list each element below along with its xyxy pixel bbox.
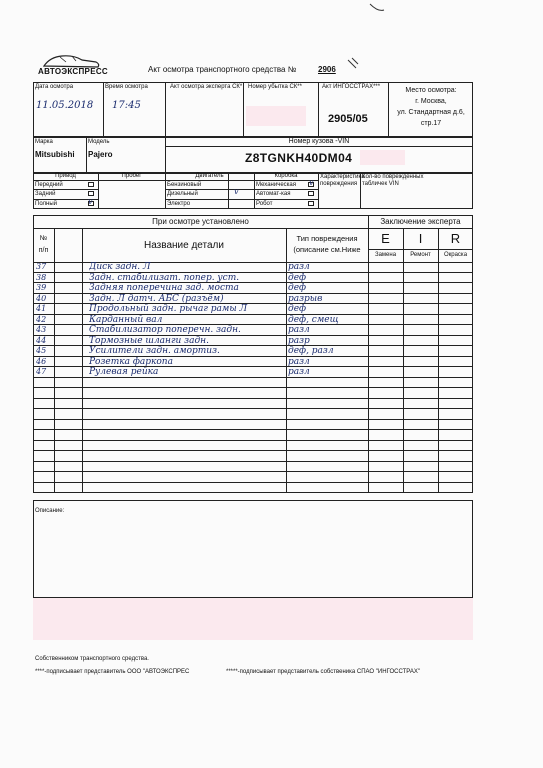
drive-option-rear: Задний	[35, 191, 56, 197]
engine-label: Двигатель	[195, 173, 224, 179]
row-damage-type: разл	[288, 325, 310, 335]
gearbox-manual-mark: v	[309, 178, 314, 187]
row-damage-type: разр	[288, 335, 310, 346]
place-value-street: ул. Стандартная д.6,	[397, 109, 465, 116]
row-damage-type: разл	[288, 367, 310, 377]
row-number: 37	[36, 262, 47, 271]
table-row	[33, 325, 473, 336]
engine-option-diesel: Дизельный	[167, 191, 198, 197]
col-e-label: E	[381, 231, 390, 246]
row-number: 42	[36, 314, 47, 324]
row-part-name: Тормозные шланги задн.	[89, 335, 209, 346]
col-paint-label: Окраска	[443, 252, 468, 258]
place-value-building: стр.17	[420, 120, 442, 127]
expert-act-label: Акт осмотра эксперта СК*	[170, 84, 243, 90]
loss-number-label: Номер убытка СК**	[248, 84, 302, 90]
row-number: 40	[36, 293, 47, 303]
model-label: Модель	[88, 139, 110, 145]
redacted-block	[33, 598, 473, 640]
engine-option-petrol: Бензиновый	[167, 182, 202, 188]
table-row	[33, 430, 473, 441]
company-logo	[36, 50, 106, 78]
row-number: 45	[36, 346, 47, 355]
col-repair-label: Ремонт	[410, 252, 431, 258]
col-r-label: R	[450, 231, 461, 246]
row-number: 41	[36, 304, 47, 313]
time-value: 17:45	[112, 100, 141, 111]
gearbox-robot-checkbox[interactable]	[308, 201, 314, 206]
row-part-name: Карданный вал	[89, 314, 163, 325]
owner-label: Собственником транспортного средства.	[35, 656, 149, 662]
logo-text: АВТОЭКСПРЕСС	[38, 67, 108, 76]
row-number: 38	[36, 272, 47, 282]
row-number: 47	[36, 367, 47, 376]
row-number: 44	[36, 335, 47, 345]
make-label: Марка	[35, 139, 53, 145]
damage-char-label: Характеристика	[320, 174, 365, 180]
engine-option-electric: Электро	[167, 201, 191, 207]
time-label: Время осмотра	[105, 84, 148, 90]
row-part-name: Рулевая рейка	[89, 367, 159, 377]
engine-diesel-mark: v	[234, 187, 239, 196]
table-row	[33, 262, 473, 273]
table-row	[33, 462, 473, 473]
drive-rear-checkbox[interactable]	[88, 191, 94, 196]
gearbox-option-manual: Механическая	[256, 182, 297, 188]
col-i-label: I	[418, 231, 423, 246]
row-damage-type: деф, смещ	[288, 314, 339, 325]
drive-full-mark: v	[88, 197, 93, 206]
table-row	[33, 388, 473, 399]
row-part-name: Продольный задн. рычаг рамы Л	[89, 304, 248, 314]
vin-value: Z8TGNKH40DM04	[245, 151, 353, 165]
ingos-act-label: Акт ИНГОССТРАХ***	[322, 84, 381, 90]
table-row	[33, 273, 473, 284]
make-value: Mitsubishi	[35, 150, 75, 159]
model-value: Pajero	[88, 150, 113, 159]
row-part-name: Задн. стабилизат. попер. уст.	[89, 272, 240, 283]
drive-label: Привод	[55, 173, 76, 179]
table-row	[33, 304, 473, 315]
gearbox-option-auto: Автомат-кая	[256, 191, 291, 197]
row-part-name: Усилители задн. амортиз.	[89, 346, 220, 356]
mileage-label: Пробег	[121, 173, 142, 179]
table-row	[33, 346, 473, 357]
ingos-act-value: 2905/05	[328, 113, 368, 125]
gearbox-auto-checkbox[interactable]	[308, 191, 314, 196]
vin-plate-damage-label-2: табличек VIN	[362, 181, 399, 187]
table-row	[33, 409, 473, 420]
redacted-loss-number	[246, 106, 306, 126]
row-damage-type: деф, разл	[288, 346, 334, 356]
date-value: 11.05.2018	[36, 100, 94, 111]
row-damage-type: деф	[288, 272, 307, 283]
col-replace-label: Замена	[374, 252, 397, 258]
description-label: Описание:	[35, 508, 65, 514]
drive-front-checkbox[interactable]	[88, 182, 94, 187]
table-row	[33, 294, 473, 305]
conclusion-label: Заключение эксперта	[380, 217, 461, 226]
row-number: 39	[36, 283, 47, 292]
row-damage-type: разрыв	[288, 293, 323, 304]
act-number: 2906	[318, 65, 336, 74]
established-label: При осмотре установлено	[152, 217, 249, 226]
table-row	[33, 451, 473, 462]
place-value-city: г. Москва,	[415, 98, 447, 105]
table-row	[33, 441, 473, 452]
table-row	[33, 367, 473, 378]
col-damage-label: Тип повреждения	[296, 234, 358, 243]
row-part-name: Задн. Л датч. АБС (разъём)	[89, 293, 224, 304]
drive-option-front: Передний	[35, 182, 63, 188]
note-autoexpress: ****-подписывает представитель ООО "АВТОЭКСПРЕС	[35, 669, 190, 675]
row-part-name: Диск задн. Л	[89, 262, 151, 272]
table-row	[33, 283, 473, 294]
gearbox-option-robot: Робот	[256, 201, 273, 207]
row-damage-type: разл	[288, 356, 310, 367]
place-label: Место осмотра:	[405, 87, 457, 94]
row-part-name: Стабилизатор поперечн. задн.	[89, 325, 241, 335]
table-row	[33, 399, 473, 410]
col-part-label: Название детали	[144, 240, 224, 251]
table-row	[33, 483, 473, 494]
damage-char-label-2: повреждения	[320, 181, 358, 187]
col-num-label-2: п/п	[38, 247, 49, 254]
date-label: Дата осмотра	[35, 84, 74, 90]
table-row	[33, 378, 473, 389]
table-row	[33, 357, 473, 368]
row-damage-type: разл	[288, 262, 310, 272]
page-title: Акт осмотра транспортного средства №	[148, 65, 297, 74]
table-row	[33, 336, 473, 347]
note-ingos: *****-подписывает представитель собственика СПАО "ИНГОССТРАХ"	[226, 669, 420, 675]
description-box	[33, 500, 473, 598]
damage-rows	[33, 262, 473, 493]
gearbox-label: Коробка	[274, 173, 298, 179]
table-row	[33, 315, 473, 326]
row-damage-type: деф	[288, 304, 307, 314]
drive-option-full: Полный	[35, 201, 57, 207]
row-part-name: Задняя поперечина зад. моста	[89, 283, 239, 293]
table-row	[33, 420, 473, 431]
table-row	[33, 472, 473, 483]
row-damage-type: деф	[288, 283, 307, 293]
vin-label: Номер кузова -VIN	[288, 138, 350, 145]
row-number: 46	[36, 356, 47, 366]
redacted-vin-tail	[360, 150, 405, 165]
col-num-label: №	[39, 235, 48, 242]
col-damage-label-2: (описание см.Ниже	[293, 245, 361, 254]
row-part-name: Розетка фаркопа	[89, 356, 173, 367]
row-number: 43	[36, 325, 47, 334]
vin-plate-damage-label: Кол-во поврежденных	[362, 174, 424, 180]
